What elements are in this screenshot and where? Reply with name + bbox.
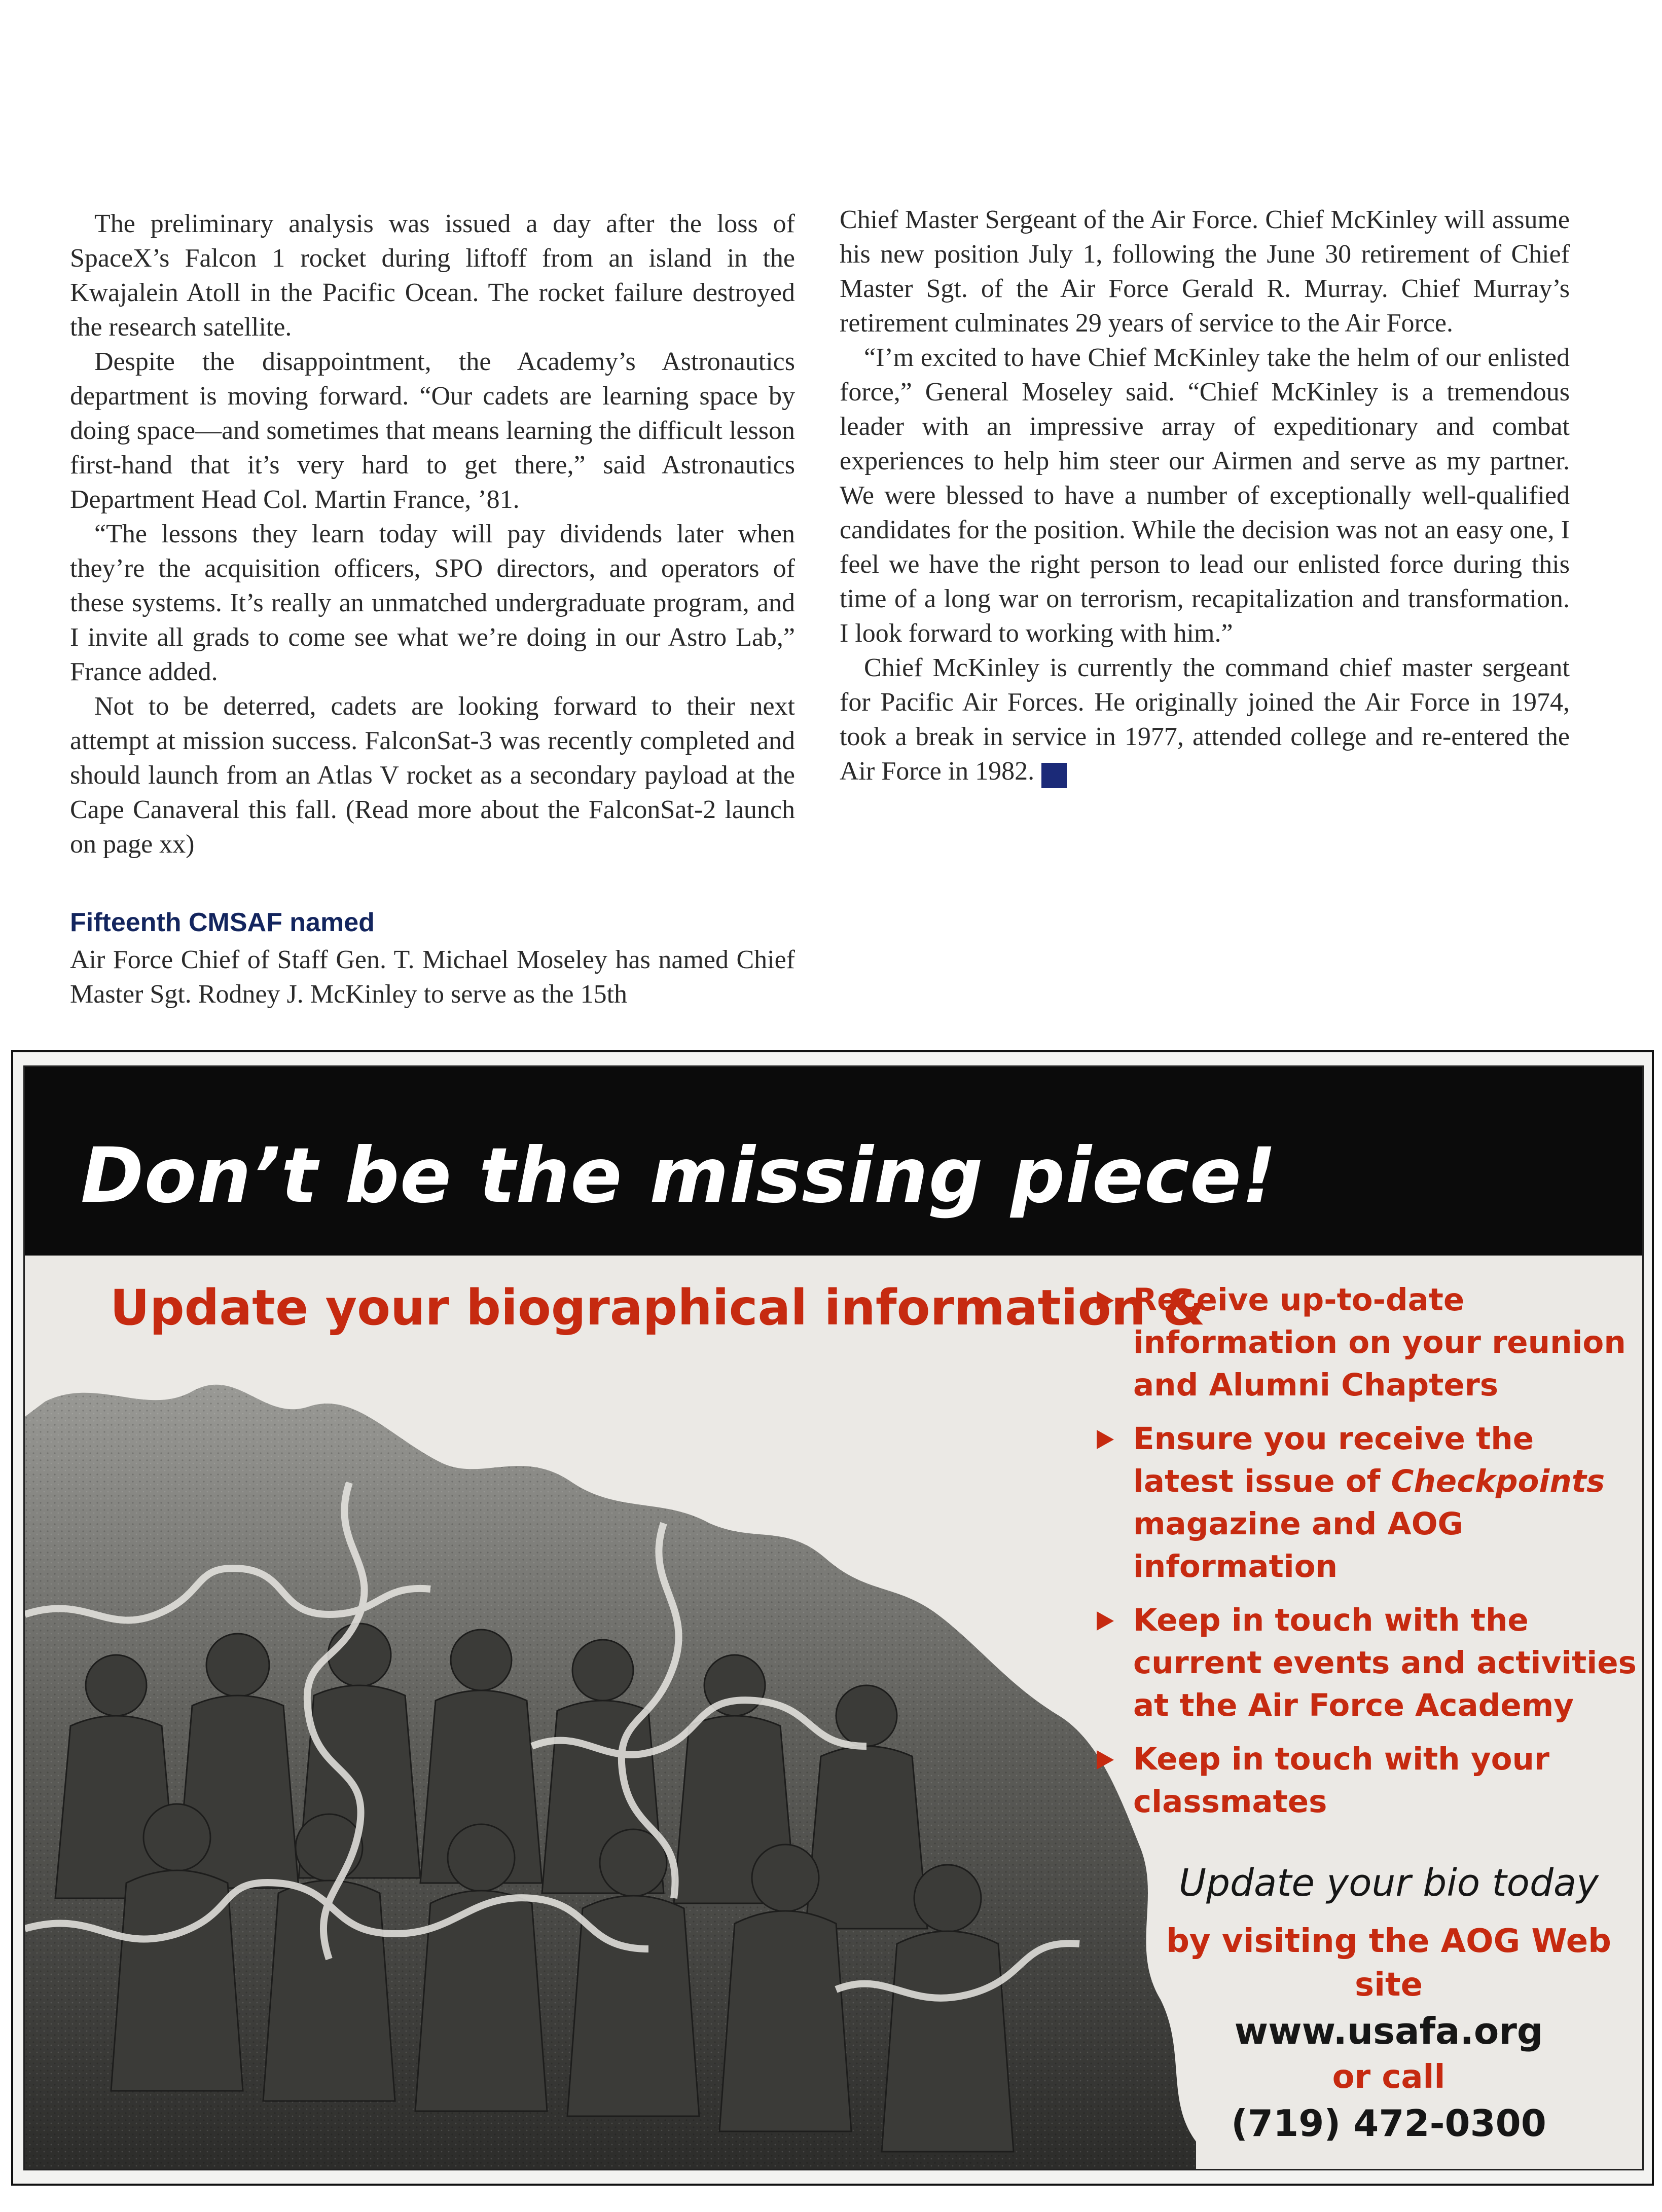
ad-benefit-item: Receive up-to-date information on your reunion and Alumni Chapters <box>1090 1279 1637 1407</box>
puzzle-cadet-group-photo <box>25 1331 1206 2170</box>
article-paragraph-text: Chief McKinley is currently the command chief master sergeant for Pacific Air Forces. He originally joined the Air Force in 1974, took a break in service in 1977, attended college and re-entered the Air Force in 1982. <box>840 653 1570 786</box>
article-paragraph: The preliminary analysis was issued a day after the loss of SpaceX’s Falcon 1 rocket during liftoff from an island in the Kwajalein Atoll in the Pacific Ocean. The rocket failure destroyed the research satellite. <box>70 209 795 342</box>
article-paragraph: “The lessons they learn today will pay dividends later when they’re the acquisition officers, SPO directors, and operators of these systems. It’s really an unmatched undergraduate program, and I invite all grads to come see what we’re doing in our Astro Lab,” France added. <box>70 520 795 686</box>
cta-title: Update your bio today <box>1178 1861 1599 1905</box>
ad-update-line: Update your biographical information & <box>110 1279 1205 1336</box>
article-paragraph: Air Force Chief of Staff Gen. T. Michael Moseley has named Chief Master Sgt. Rodney J. McKinley to serve as the 15th <box>70 945 795 1009</box>
ad-benefit-item: Ensure you receive the latest issue of Checkpoints magazine and AOG information <box>1090 1418 1637 1588</box>
end-of-article-check-icon: ✓ <box>1041 763 1067 788</box>
article-paragraph: Despite the disappointment, the Academy’s Astronautics department is moving forward. “Our cadets are learning space by doing space—and sometimes that means learning the difficult lesson first-hand that it’s very hard to get there,” said Astronautics Department Head Col. Martin France, ’81. <box>70 347 795 514</box>
article-paragraph: “I’m excited to have Chief McKinley take the helm of our enlisted force,” General Moseley said. “Chief McKinley is a tremendous leader with an impressive array of expeditionary and combat experiences to help him steer our Airmen and serve as my partner. We were blessed to have a number of exceptionally well-qualified candidates for the position. While the decision was not an easy one, I feel we have the right person to lead our enlisted force during this time of a long war on terrorism, recapitalization and transformation. I look forward to working with him.” <box>840 343 1570 648</box>
ad-benefits-list <box>1090 1279 1637 1834</box>
triangle-bullet-icon <box>1097 1291 1114 1310</box>
ad-benefit-item: Keep in touch with your classmates <box>1090 1738 1637 1823</box>
cta-or-call: or call <box>1332 2058 1446 2096</box>
ad-benefit-item: Keep in touch with the current events and activities at the Air Force Academy <box>1090 1599 1637 1727</box>
triangle-bullet-icon <box>1097 1430 1114 1449</box>
article-paragraph <box>840 651 1570 789</box>
ad-call-to-action <box>1150 1858 1627 2148</box>
advertisement <box>11 1050 1654 2186</box>
ad-headline-banner <box>25 1067 1642 1256</box>
article-paragraph: Chief Master Sergeant of the Air Force. Chief McKinley will assume his new position July 1, following the June 30 retirement of Chief Master Sgt. of the Air Force Gerald R. Murray. Chief Murray’s retirement culminates 29 years of service to the Air Force. <box>840 205 1570 338</box>
section-subhead: Fifteenth CMSAF named <box>70 908 375 937</box>
advertisement-frame <box>23 1065 1644 2170</box>
cta-visit-line: by visiting the AOG Web site <box>1166 1923 1611 2004</box>
article-column-right <box>840 203 1570 789</box>
cta-phone-number[interactable]: (719) 472-0300 <box>1231 2102 1546 2145</box>
cta-website-link[interactable]: www.usafa.org <box>1234 2010 1543 2052</box>
article-column-left <box>70 207 795 1012</box>
ad-headline: Don’t be the missing piece! <box>81 1132 1277 1220</box>
triangle-bullet-icon <box>1097 1750 1114 1769</box>
triangle-bullet-icon <box>1097 1611 1114 1631</box>
article-paragraph: Not to be deterred, cadets are looking forward to their next attempt at mission success. FalconSat-3 was recently completed and should launch from an Atlas V rocket as a secondary payload at the Cape Canaveral this fall. (Read more about the FalconSat-2 launch on page xx) <box>70 692 795 859</box>
